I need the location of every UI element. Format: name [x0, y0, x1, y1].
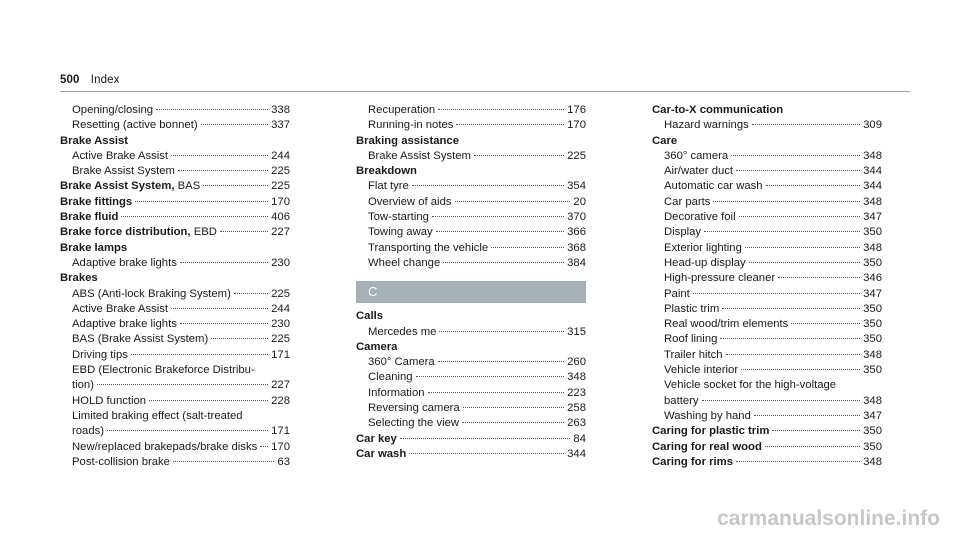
dot-leader: [726, 354, 861, 355]
page-reference: 366: [567, 226, 586, 239]
page-reference: 176: [567, 104, 586, 116]
page-reference: 170: [271, 440, 290, 453]
dot-leader: [180, 262, 268, 263]
dot-leader: [693, 293, 860, 294]
page-reference: 350: [863, 256, 882, 269]
index-subentry: [356, 103, 586, 118]
entry-text: Recuperation: [368, 104, 436, 116]
dot-leader: [456, 124, 564, 125]
page-reference: 354: [567, 180, 586, 193]
dot-leader: [131, 354, 268, 355]
entry-text: Trailer hitch: [664, 348, 723, 361]
dot-leader: [171, 155, 268, 156]
index-entry: [356, 164, 586, 179]
index-subentry: [356, 401, 586, 416]
dot-leader: [173, 461, 274, 462]
page-reference: 348: [863, 241, 882, 254]
dot-leader: [220, 231, 268, 232]
index-subentry: [652, 317, 882, 332]
index-entry: [356, 447, 586, 462]
entry-heading-text: Care: [652, 134, 678, 147]
page-reference: 347: [863, 287, 882, 300]
index-subentry: [356, 370, 586, 385]
page-reference: 227: [271, 226, 290, 239]
page-reference: 227: [271, 379, 290, 392]
entry-heading-text: Camera: [356, 340, 398, 353]
index-subentry: [356, 210, 586, 225]
entry-text: HOLD function: [72, 394, 147, 407]
entry-text-line: Limited braking effect (salt-treated: [72, 409, 243, 422]
entry-heading-text: Car key: [356, 432, 397, 445]
index-subentry: [60, 287, 290, 302]
dot-leader: [463, 407, 564, 408]
index-entry: [60, 271, 290, 286]
entry-text: Cleaning: [368, 371, 413, 384]
entry-heading-text: Caring for rims: [652, 455, 733, 468]
dot-leader: [720, 338, 860, 339]
page-reference: 63: [277, 455, 290, 468]
entry-text: 360° Camera: [368, 356, 435, 369]
page-reference: 228: [271, 394, 290, 407]
dot-leader: [443, 262, 564, 263]
entry-text: Overview of aids: [368, 195, 452, 208]
page-reference: 244: [271, 149, 290, 162]
entry-text: Display: [664, 226, 702, 239]
index-entry: [60, 210, 290, 225]
dot-leader: [772, 430, 860, 431]
entry-text: Vehicle interior: [664, 364, 739, 377]
index-subentry: [356, 386, 586, 401]
index-entry: [652, 134, 882, 149]
page-reference: 309: [863, 119, 882, 132]
index-column-3: [652, 103, 882, 470]
dot-leader: [752, 124, 860, 125]
dot-leader: [178, 170, 268, 171]
index-subentry: [60, 409, 290, 440]
entry-text: roads): [72, 425, 105, 438]
index-entry: [60, 179, 290, 194]
entry-heading-text: Brake fittings: [60, 195, 133, 208]
dot-leader: [731, 155, 860, 156]
dot-leader: [702, 400, 861, 401]
index-subentry: [652, 363, 882, 378]
page-reference: 225: [567, 149, 586, 162]
entry-text: Air/water duct: [664, 165, 734, 178]
page-reference: 347: [863, 211, 882, 224]
index-subentry: [652, 271, 882, 286]
entry-text: Hazard warnings: [664, 119, 749, 132]
index-entry: [60, 195, 290, 210]
index-subentry: [60, 348, 290, 363]
dot-leader: [201, 124, 269, 125]
entry-heading-text: Brakes: [60, 272, 98, 285]
dot-leader: [462, 422, 564, 423]
dot-leader: [156, 109, 268, 110]
entry-heading-text: Braking assistance: [356, 134, 459, 147]
dot-leader: [439, 331, 564, 332]
index-subentry: [356, 256, 586, 271]
dot-leader: [741, 369, 860, 370]
dot-leader: [766, 185, 861, 186]
entry-heading-text: Caring for real wood: [652, 440, 762, 453]
entry-heading-text: Car wash: [356, 447, 407, 460]
entry-heading-text: Brake force distribution,: [60, 226, 191, 239]
page-reference: 344: [567, 447, 586, 460]
page-reference: 348: [863, 394, 882, 407]
index-entry: [60, 134, 290, 149]
entry-text: Adaptive brake lights: [72, 256, 177, 269]
index-subentry: [60, 363, 290, 394]
entry-text: Tow-starting: [368, 211, 429, 224]
entry-text: Running-in notes: [368, 119, 454, 132]
index-subentry: [356, 325, 586, 340]
index-entry: [356, 340, 586, 355]
index-subentry: [60, 302, 290, 317]
entry-text: Paint: [664, 287, 690, 300]
dot-leader: [428, 392, 565, 393]
page-reference: 171: [271, 348, 290, 361]
page-reference: 170: [567, 119, 586, 132]
index-subentry: [356, 195, 586, 210]
dot-leader: [409, 453, 564, 454]
index-entry: [356, 134, 586, 149]
index-entry: [652, 455, 882, 470]
dot-leader: [149, 400, 268, 401]
dot-leader: [438, 361, 564, 362]
page-reference: 348: [567, 371, 586, 384]
index-subentry: [60, 317, 290, 332]
index-subentry: [60, 440, 290, 455]
page-number: 500: [60, 74, 80, 86]
entry-text: Resetting (active bonnet): [72, 119, 198, 132]
dot-leader: [791, 323, 860, 324]
dot-leader: [400, 438, 571, 439]
page-reference: 406: [271, 211, 290, 224]
page-reference: 223: [567, 386, 586, 399]
entry-text: Brake Assist System: [368, 149, 471, 162]
index-subentry: [652, 378, 882, 409]
dot-leader: [736, 461, 860, 462]
index-subentry: [652, 409, 882, 424]
dot-leader: [438, 109, 564, 110]
page-reference: 348: [863, 195, 882, 208]
index-column-2: [356, 103, 586, 462]
index-subentry: [652, 302, 882, 317]
index-subentry: [356, 179, 586, 194]
page-reference: 244: [271, 302, 290, 315]
dot-leader: [455, 201, 571, 202]
index-subentry: [652, 195, 882, 210]
entry-text: Adaptive brake lights: [72, 318, 177, 331]
index-entry: [60, 225, 290, 240]
page-reference: 20: [573, 195, 586, 208]
page-reference: 230: [271, 256, 290, 269]
dot-leader: [474, 155, 564, 156]
page-reference: 350: [863, 302, 882, 315]
dot-leader: [260, 446, 268, 447]
entry-text: Mercedes me: [368, 325, 437, 338]
entry-text: tion): [72, 379, 94, 392]
page-reference: 315: [567, 325, 586, 338]
entry-qualifier: EBD: [190, 226, 217, 239]
entry-qualifier: BAS: [174, 180, 201, 193]
page-reference: 337: [271, 119, 290, 132]
page-reference: 225: [271, 180, 290, 193]
index-subentry: [652, 348, 882, 363]
index-subentry: [652, 118, 882, 133]
index-subentry: [60, 149, 290, 164]
page-reference: 350: [863, 318, 882, 331]
dot-leader: [121, 216, 268, 217]
page-reference: 350: [863, 364, 882, 377]
dot-leader: [739, 216, 861, 217]
dot-leader: [203, 185, 268, 186]
entry-text: 360° camera: [664, 149, 729, 162]
page-reference: 350: [863, 333, 882, 346]
page-reference: 260: [567, 356, 586, 369]
index-subentry: [60, 103, 290, 118]
entry-text: ABS (Anti-lock Braking System): [72, 287, 231, 300]
page-reference: 370: [567, 211, 586, 224]
entry-heading-text: Brake fluid: [60, 211, 119, 224]
entry-text: Real wood/trim elements: [664, 318, 789, 331]
dot-leader: [436, 231, 564, 232]
index-subentry: [652, 241, 882, 256]
entry-text: Active Brake Assist: [72, 302, 169, 315]
index-subentry: [60, 164, 290, 179]
dot-leader: [171, 308, 268, 309]
header-divider: [60, 91, 910, 92]
page-reference: 348: [863, 455, 882, 468]
entry-text: Transporting the vehicle: [368, 241, 489, 254]
watermark: carmanualsonline.info: [717, 507, 940, 530]
dot-leader: [713, 201, 860, 202]
entry-text: Selecting the view: [368, 417, 460, 430]
index-subentry: [356, 225, 586, 240]
entry-text: Head-up display: [664, 256, 746, 269]
entry-text: BAS (Brake Assist System): [72, 333, 209, 346]
entry-text: High-pressure cleaner: [664, 272, 776, 285]
dot-leader: [412, 185, 564, 186]
dot-leader: [765, 446, 860, 447]
entry-text: Post-collision brake: [72, 455, 170, 468]
page-reference: 230: [271, 318, 290, 331]
page-reference: 350: [863, 226, 882, 239]
entry-text: Towing away: [368, 226, 433, 239]
index-subentry: [356, 355, 586, 370]
entry-heading-text: Brake lamps: [60, 241, 128, 254]
index-subentry: [60, 455, 290, 470]
entry-text: Brake Assist System: [72, 165, 175, 178]
entry-text: Car parts: [664, 195, 711, 208]
dot-leader: [180, 323, 268, 324]
index-subentry: [652, 225, 882, 240]
index-subentry: [652, 332, 882, 347]
index-entry: [652, 103, 882, 118]
page-reference: 344: [863, 180, 882, 193]
entry-text: Roof lining: [664, 333, 718, 346]
index-subentry: [60, 332, 290, 347]
page-reference: 263: [567, 417, 586, 430]
entry-heading-text: Caring for plastic trim: [652, 425, 770, 438]
section-title: Index: [90, 74, 120, 86]
entry-text: Active Brake Assist: [72, 149, 169, 162]
index-subentry: [652, 179, 882, 194]
dot-leader: [97, 384, 268, 385]
entry-text: Wheel change: [368, 256, 441, 269]
index-entry: [652, 424, 882, 439]
index-subentry: [60, 256, 290, 271]
entry-text: Automatic car wash: [664, 180, 763, 193]
index-subentry: [60, 394, 290, 409]
entry-text-line: EBD (Electronic Brakeforce Distribu-: [72, 364, 255, 377]
page-reference: 347: [863, 409, 882, 422]
dot-leader: [107, 430, 268, 431]
index-subentry: [60, 118, 290, 133]
page-header: [60, 74, 119, 86]
dot-leader: [211, 338, 268, 339]
entry-text: New/replaced brakepads/brake disks: [72, 440, 258, 453]
section-letter: C: [356, 281, 586, 303]
dot-leader: [432, 216, 564, 217]
entry-text: Driving tips: [72, 348, 128, 361]
entry-heading-text: Brake Assist: [60, 134, 129, 147]
entry-heading-text: Car-to-X communication: [652, 104, 784, 116]
index-entry: [356, 309, 586, 324]
page-reference: 225: [271, 165, 290, 178]
dot-leader: [749, 262, 861, 263]
index-subentry: [356, 241, 586, 256]
index-subentry: [652, 256, 882, 271]
index-entry: [60, 241, 290, 256]
index-subentry: [652, 210, 882, 225]
index-entry: [356, 432, 586, 447]
page-reference: 84: [573, 432, 586, 445]
page-reference: 348: [863, 149, 882, 162]
page-reference: 171: [271, 425, 290, 438]
dot-leader: [704, 231, 860, 232]
page-reference: 225: [271, 287, 290, 300]
dot-leader: [745, 247, 860, 248]
dot-leader: [234, 293, 268, 294]
entry-text: Exterior lighting: [664, 241, 742, 254]
page-reference: 344: [863, 165, 882, 178]
entry-text: Decorative foil: [664, 211, 736, 224]
index-column-1: [60, 103, 290, 470]
dot-leader: [491, 247, 564, 248]
entry-text: Flat tyre: [368, 180, 409, 193]
index-subentry: [652, 287, 882, 302]
page-reference: 338: [271, 104, 290, 116]
dot-leader: [736, 170, 860, 171]
dot-leader: [416, 376, 565, 377]
entry-text: Plastic trim: [664, 302, 720, 315]
page-reference: 350: [863, 440, 882, 453]
page-reference: 350: [863, 425, 882, 438]
entry-text: Information: [368, 386, 425, 399]
entry-text: Opening/closing: [72, 104, 154, 116]
index-subentry: [652, 149, 882, 164]
entry-heading-text: Brake Assist System,: [60, 180, 175, 193]
page-reference: 170: [271, 195, 290, 208]
index-subentry: [356, 149, 586, 164]
dot-leader: [754, 415, 860, 416]
page-reference: 368: [567, 241, 586, 254]
index-subentry: [356, 118, 586, 133]
page-reference: 384: [567, 256, 586, 269]
entry-text: Washing by hand: [664, 409, 751, 422]
entry-text: Reversing camera: [368, 402, 460, 415]
entry-heading-text: Breakdown: [356, 165, 417, 178]
dot-leader: [722, 308, 860, 309]
entry-heading-text: Calls: [356, 310, 384, 323]
page-reference: 348: [863, 348, 882, 361]
index-entry: [652, 440, 882, 455]
dot-leader: [135, 201, 268, 202]
entry-text: battery: [664, 394, 699, 407]
index-subentry: [652, 164, 882, 179]
page-reference: 346: [863, 272, 882, 285]
page-reference: 258: [567, 402, 586, 415]
entry-text-line: Vehicle socket for the high-voltage: [664, 379, 837, 392]
page-reference: 225: [271, 333, 290, 346]
dot-leader: [778, 277, 860, 278]
index-subentry: [356, 416, 586, 431]
